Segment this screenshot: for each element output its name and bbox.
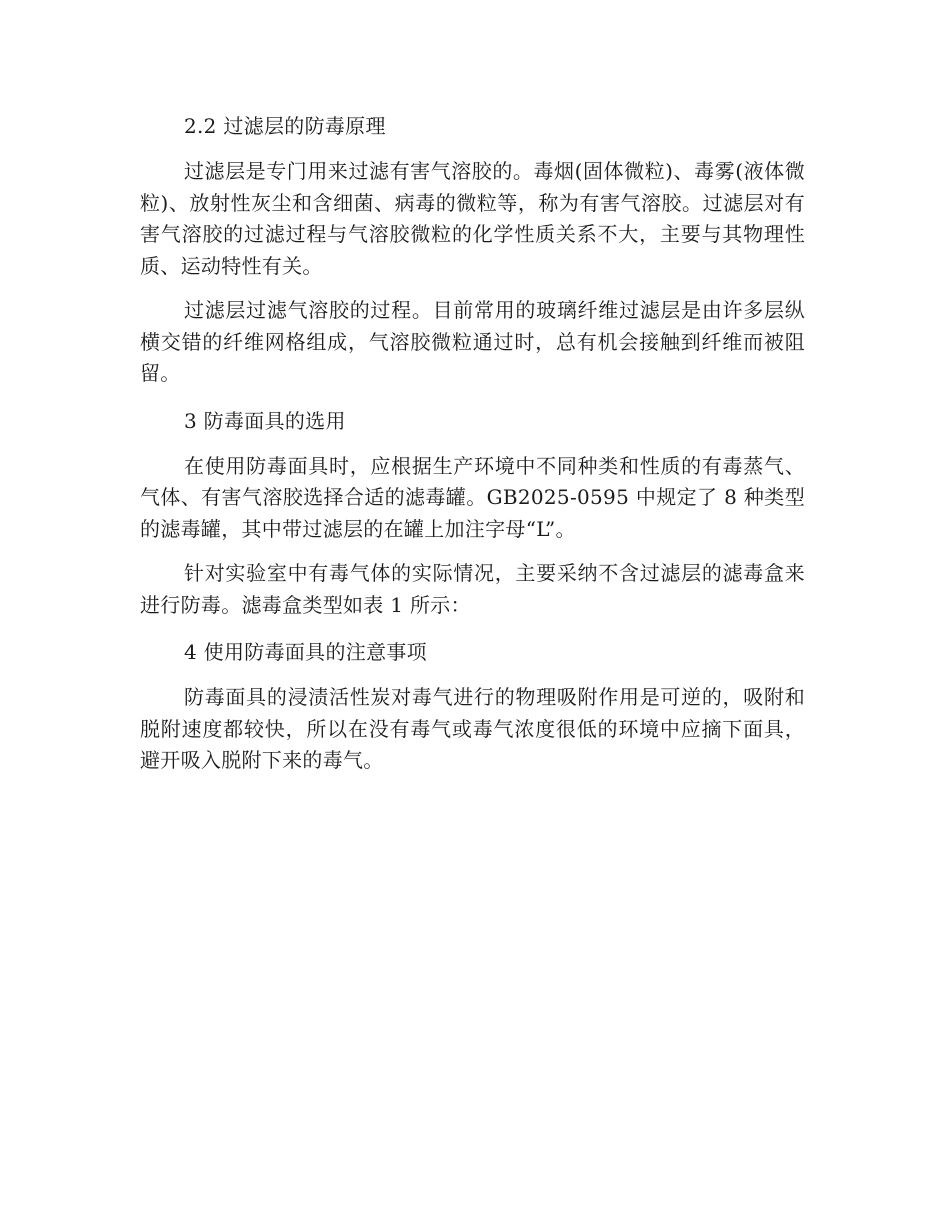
paragraph: 过滤层是专门用来过滤有害气溶胶的。毒烟(固体微粒)、毒雾(液体微粒)、放射性灰尘和含细菌、病毒的微粒等，称为有害气溶胶。过滤层对有害气溶胶的过滤过程与气溶胶微粒的化学性质关系不大，主要与其物理性质、运动特性有关。 xyxy=(140,159,805,278)
section-heading-4: 4 使用防毒面具的注意事项 xyxy=(184,640,427,664)
section-heading-3: 3 防毒面具的选用 xyxy=(184,408,346,433)
paragraph: 防毒面具的浸渍活性炭对毒气进行的物理吸附作用是可逆的，吸附和脱附速度都较快，所以在没有毒气或毒气浓度很低的环境中应摘下面具，避开吸入脱附下来的毒气。 xyxy=(140,685,805,772)
section-heading-2-2: 2.2 过滤层的防毒原理 xyxy=(184,114,386,138)
document-body xyxy=(140,108,805,777)
paragraph: 在使用防毒面具时，应根据生产环境中不同种类和性质的有毒蒸气、气体、有害气溶胶选择合适的滤毒罐。GB2025-0595 中规定了 8 种类型的滤毒罐，其中带过滤层的在罐上加注字母“L”。 xyxy=(140,453,805,541)
paragraph: 过滤层过滤气溶胶的过程。目前常用的玻璃纤维过滤层是由许多层纵横交错的纤维网格组成，气溶胶微粒通过时，总有机会接触到纤维而被阻留。 xyxy=(140,298,805,385)
paragraph: 针对实验室中有毒气体的实际情况，主要采纳不含过滤层的滤毒盒来进行防毒。滤毒盒类型如表 1 所示： xyxy=(140,561,805,617)
